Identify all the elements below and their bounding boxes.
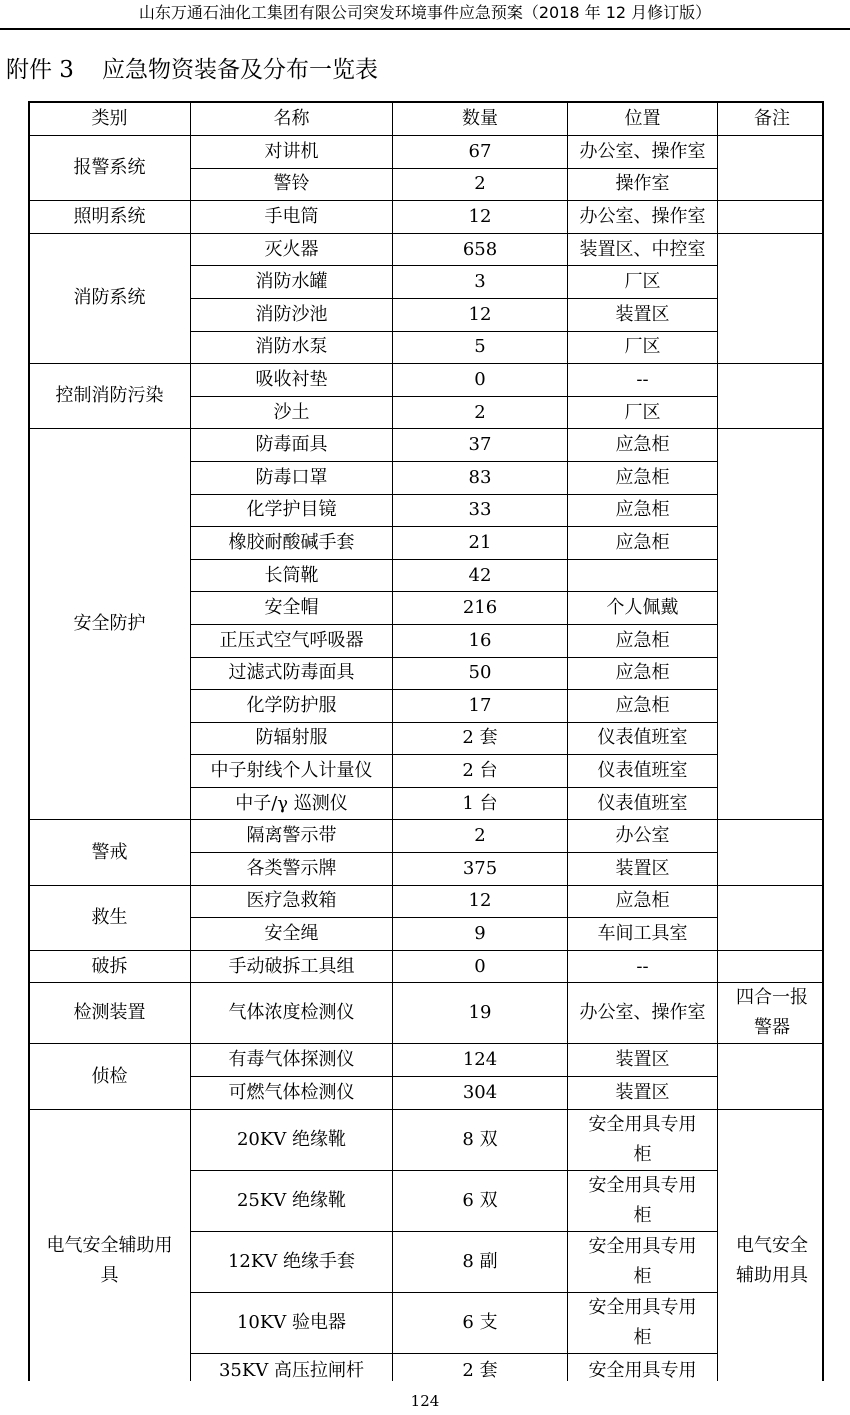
- name-cell: 安全绳: [191, 918, 393, 951]
- name-cell: 吸收衬垫: [191, 364, 393, 397]
- name-cell: 消防沙池: [191, 298, 393, 331]
- location-cell: 仪表值班室: [568, 722, 718, 755]
- remark-cell: [718, 429, 825, 820]
- location-cell: [568, 1231, 718, 1292]
- heading-label: 附件 3: [6, 57, 74, 83]
- quantity-cell: 42: [393, 559, 568, 592]
- column-header-name: 名称: [191, 102, 393, 136]
- location-cell: 仪表值班室: [568, 787, 718, 820]
- name-cell: 各类警示牌: [191, 853, 393, 886]
- quantity-cell: 6 支: [393, 1292, 568, 1353]
- location-cell: [568, 1170, 718, 1231]
- category-line: 电气安全辅助用: [46, 1235, 173, 1257]
- quantity-cell: 658: [393, 233, 568, 266]
- location-cell: [568, 1353, 718, 1381]
- location-line: 安全用具专用: [588, 1235, 697, 1257]
- page-number: 124: [410, 1392, 440, 1410]
- location-cell: 仪表值班室: [568, 755, 718, 788]
- location-cell: 厂区: [568, 396, 718, 429]
- name-cell: 气体浓度检测仪: [191, 983, 393, 1044]
- quantity-cell: 1 台: [393, 787, 568, 820]
- quantity-cell: 50: [393, 657, 568, 690]
- quantity-cell: 9: [393, 918, 568, 951]
- heading-title: 应急物资装备及分布一览表: [101, 57, 378, 83]
- equipment-table-frame: [28, 101, 824, 1381]
- remark-cell: [718, 820, 825, 885]
- quantity-cell: 12: [393, 885, 568, 918]
- category-cell: 安全防护: [29, 429, 191, 820]
- remark-cell: [718, 983, 825, 1044]
- quantity-cell: 2: [393, 820, 568, 853]
- location-cell: 厂区: [568, 331, 718, 364]
- quantity-cell: 5: [393, 331, 568, 364]
- location-cell: --: [568, 950, 718, 983]
- location-cell: 办公室、操作室: [568, 136, 718, 169]
- name-cell: 化学防护服: [191, 690, 393, 723]
- table-row: [29, 136, 825, 169]
- location-cell: 应急柜: [568, 429, 718, 462]
- category-cell: 侦检: [29, 1044, 191, 1109]
- location-cell: 应急柜: [568, 657, 718, 690]
- location-cell: [568, 559, 718, 592]
- location-cell: --: [568, 364, 718, 397]
- name-cell: 防毒面具: [191, 429, 393, 462]
- running-header: 山东万通石油化工集团有限公司突发环境事件应急预案（2018 年 12 月修订版）: [138, 3, 712, 22]
- header-rule: [0, 28, 850, 30]
- remark-cell: [718, 233, 825, 363]
- location-cell: 办公室、操作室: [568, 983, 718, 1044]
- name-cell: 安全帽: [191, 592, 393, 625]
- quantity-cell: 83: [393, 461, 568, 494]
- location-cell: 办公室: [568, 820, 718, 853]
- table-row: [29, 885, 825, 918]
- name-cell: 20KV 绝缘靴: [191, 1109, 393, 1170]
- name-cell: 化学护目镜: [191, 494, 393, 527]
- quantity-cell: 3: [393, 266, 568, 299]
- location-cell: [568, 1109, 718, 1170]
- remark-cell: [718, 136, 825, 201]
- location-cell: 应急柜: [568, 624, 718, 657]
- category-cell: 照明系统: [29, 201, 191, 234]
- location-line: 柜: [633, 1326, 652, 1348]
- table-row: [29, 820, 825, 853]
- location-cell: 个人佩戴: [568, 592, 718, 625]
- category-cell: 救生: [29, 885, 191, 950]
- location-cell: 装置区: [568, 298, 718, 331]
- table-row: [29, 233, 825, 266]
- remark-line: 四合一报: [736, 987, 808, 1009]
- quantity-cell: 2 台: [393, 755, 568, 788]
- quantity-cell: 37: [393, 429, 568, 462]
- name-cell: 防辐射服: [191, 722, 393, 755]
- equipment-table: [28, 101, 824, 1381]
- table-row: [29, 950, 825, 983]
- location-line: 柜: [633, 1265, 652, 1287]
- category-cell: [29, 1109, 191, 1381]
- quantity-cell: 304: [393, 1077, 568, 1110]
- table-row: [29, 983, 825, 1044]
- remark-cell: [718, 950, 825, 983]
- quantity-cell: 2 套: [393, 1353, 568, 1381]
- location-line: 安全用具专用: [588, 1113, 697, 1135]
- name-cell: 12KV 绝缘手套: [191, 1231, 393, 1292]
- section-heading: [6, 54, 378, 86]
- quantity-cell: 12: [393, 201, 568, 234]
- name-cell: 医疗急救箱: [191, 885, 393, 918]
- table-header-row: [29, 102, 825, 136]
- quantity-cell: 21: [393, 527, 568, 560]
- location-line: 柜: [633, 1143, 652, 1165]
- table-row: [29, 1109, 825, 1170]
- quantity-cell: 8 副: [393, 1231, 568, 1292]
- name-cell: 橡胶耐酸碱手套: [191, 527, 393, 560]
- quantity-cell: 2: [393, 168, 568, 201]
- name-cell: 防毒口罩: [191, 461, 393, 494]
- location-cell: 办公室、操作室: [568, 201, 718, 234]
- column-header-category: 类别: [29, 102, 191, 136]
- name-cell: 灭火器: [191, 233, 393, 266]
- category-line: 具: [100, 1265, 119, 1287]
- quantity-cell: 6 双: [393, 1170, 568, 1231]
- quantity-cell: 2: [393, 396, 568, 429]
- name-cell: 有毒气体探测仪: [191, 1044, 393, 1077]
- name-cell: 过滤式防毒面具: [191, 657, 393, 690]
- remark-cell: [718, 1044, 825, 1109]
- table-row: [29, 364, 825, 397]
- location-line: 安全用具专用: [588, 1174, 697, 1196]
- location-cell: [568, 1292, 718, 1353]
- location-cell: 厂区: [568, 266, 718, 299]
- column-header-quantity: 数量: [393, 102, 568, 136]
- name-cell: 正压式空气呼吸器: [191, 624, 393, 657]
- location-cell: 应急柜: [568, 885, 718, 918]
- quantity-cell: 2 套: [393, 722, 568, 755]
- table-row: [29, 429, 825, 462]
- name-cell: 对讲机: [191, 136, 393, 169]
- quantity-cell: 8 双: [393, 1109, 568, 1170]
- quantity-cell: 12: [393, 298, 568, 331]
- name-cell: 警铃: [191, 168, 393, 201]
- quantity-cell: 33: [393, 494, 568, 527]
- location-cell: 操作室: [568, 168, 718, 201]
- quantity-cell: 19: [393, 983, 568, 1044]
- name-cell: 25KV 绝缘靴: [191, 1170, 393, 1231]
- quantity-cell: 0: [393, 364, 568, 397]
- name-cell: 手电筒: [191, 201, 393, 234]
- quantity-cell: 124: [393, 1044, 568, 1077]
- quantity-cell: 16: [393, 624, 568, 657]
- location-cell: 装置区: [568, 1044, 718, 1077]
- remark-line: 辅助用具: [736, 1265, 808, 1287]
- location-line: 柜: [633, 1204, 652, 1226]
- category-cell: 破拆: [29, 950, 191, 983]
- remark-cell: [718, 885, 825, 950]
- name-cell: 沙土: [191, 396, 393, 429]
- name-cell: 隔离警示带: [191, 820, 393, 853]
- location-cell: 应急柜: [568, 461, 718, 494]
- location-line: 安全用具专用: [588, 1359, 697, 1381]
- quantity-cell: 0: [393, 950, 568, 983]
- category-cell: 检测装置: [29, 983, 191, 1044]
- name-cell: 35KV 高压拉闸杆: [191, 1353, 393, 1381]
- table-body-tail: [29, 983, 825, 1381]
- column-header-location: 位置: [568, 102, 718, 136]
- location-cell: 应急柜: [568, 527, 718, 560]
- category-cell: 消防系统: [29, 233, 191, 363]
- name-cell: 中子/γ 巡测仪: [191, 787, 393, 820]
- location-cell: 装置区、中控室: [568, 233, 718, 266]
- location-cell: 装置区: [568, 1077, 718, 1110]
- quantity-cell: 375: [393, 853, 568, 886]
- remark-cell: [718, 364, 825, 429]
- table-row: [29, 1044, 825, 1077]
- name-cell: 可燃气体检测仪: [191, 1077, 393, 1110]
- name-cell: 手动破拆工具组: [191, 950, 393, 983]
- name-cell: 消防水泵: [191, 331, 393, 364]
- quantity-cell: 17: [393, 690, 568, 723]
- location-cell: 应急柜: [568, 494, 718, 527]
- quantity-cell: 67: [393, 136, 568, 169]
- category-cell: 报警系统: [29, 136, 191, 201]
- column-header-remark: 备注: [718, 102, 825, 136]
- name-cell: 10KV 验电器: [191, 1292, 393, 1353]
- location-line: 安全用具专用: [588, 1296, 697, 1318]
- table-body: [29, 136, 825, 983]
- table-row: [29, 201, 825, 234]
- remark-line: 警器: [754, 1017, 790, 1039]
- location-cell: 装置区: [568, 853, 718, 886]
- location-cell: 应急柜: [568, 690, 718, 723]
- name-cell: 长筒靴: [191, 559, 393, 592]
- category-cell: 控制消防污染: [29, 364, 191, 429]
- name-cell: 消防水罐: [191, 266, 393, 299]
- remark-cell: [718, 1109, 825, 1381]
- remark-line: 电气安全: [736, 1235, 808, 1257]
- category-cell: 警戒: [29, 820, 191, 885]
- name-cell: 中子射线个人计量仪: [191, 755, 393, 788]
- location-cell: 车间工具室: [568, 918, 718, 951]
- quantity-cell: 216: [393, 592, 568, 625]
- remark-cell: [718, 201, 825, 234]
